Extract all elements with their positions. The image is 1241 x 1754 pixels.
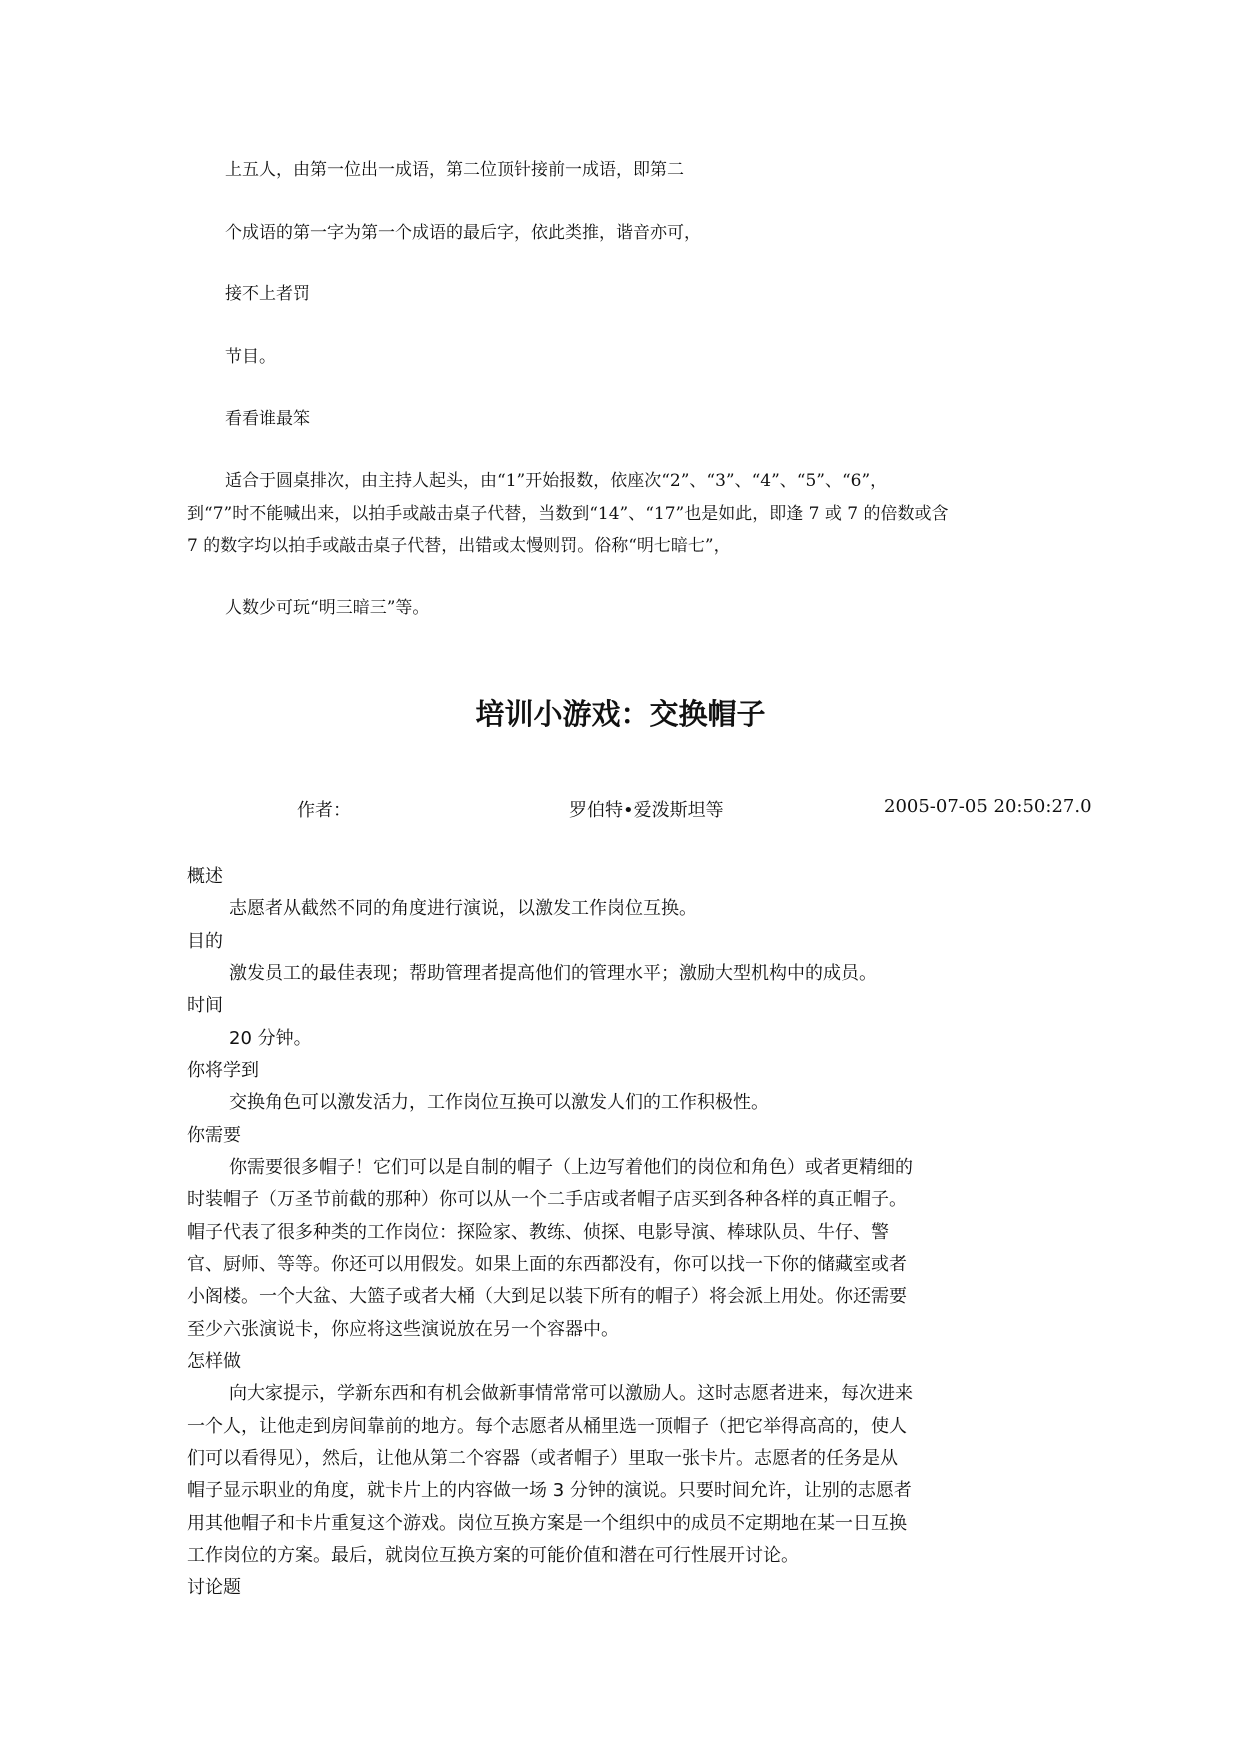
body-line: 交换角色可以激发活力，工作岗位互换可以激发人们的工作积极性。 (229, 1092, 769, 1113)
body-line: 20 分钟。 (229, 1028, 312, 1049)
section-heading-time: 时间 (187, 995, 223, 1016)
body-line: 至少六张演说卡，你应将这些演说放在另一个容器中。 (187, 1319, 619, 1340)
intro-line-2: 个成语的第一字为第一个成语的最后字，依此类推，谐音亦可， (225, 223, 701, 243)
body-line: 小阁楼。一个大盆、大篮子或者大桶（大到足以装下所有的帽子）将会派上用处。你还需要 (187, 1286, 907, 1307)
body-line: 志愿者从截然不同的角度进行演说，以激发工作岗位互换。 (229, 898, 697, 919)
intro-line-1: 上五人，由第一位出一成语，第二位顶针接前一成语，即第二 (225, 160, 684, 180)
body-line: 帽子显示职业的角度，就卡片上的内容做一场 3 分钟的演说。只要时间允许，让别的志愿者 (187, 1480, 912, 1501)
intro-line-9: 人数少可玩“明三暗三”等。 (225, 598, 430, 618)
body-line: 用其他帽子和卡片重复这个游戏。岗位互换方案是一个组织中的成员不定期地在某一日互换 (187, 1513, 907, 1534)
section-heading-overview: 概述 (187, 866, 223, 887)
section-heading-you-will-learn: 你将学到 (187, 1060, 259, 1081)
intro-line-7: 到“7”时不能喊出来，以拍手或敲击桌子代替，当数到“14”、“17”也是如此，即逢 7 或 7 的倍数或含 (187, 504, 949, 524)
body-line: 激发员工的最佳表现；帮助管理者提高他们的管理水平；激励大型机构中的成员。 (229, 963, 877, 984)
author-label: 作者： (297, 800, 351, 821)
intro-line-6: 适合于圆桌排次，由主持人起头，由“1”开始报数，依座次“2”、“3”、“4”、“5”、“6”， (225, 471, 888, 491)
body-line: 帽子代表了很多种类的工作岗位：探险家、教练、侦探、电影导演、棒球队员、牛仔、警 (187, 1222, 889, 1243)
section-heading-discussion: 讨论题 (187, 1577, 241, 1598)
intro-heading-who-is-dumbest: 看看谁最笨 (225, 409, 310, 429)
body-line: 向大家提示，学新东西和有机会做新事情常常可以激励人。这时志愿者进来，每次进来 (229, 1383, 913, 1404)
section-heading-purpose: 目的 (187, 931, 223, 952)
article-title: 培训小游戏：交换帽子 (475, 697, 766, 731)
body-line: 官、厨师、等等。你还可以用假发。如果上面的东西都没有，你可以找一下你的储藏室或者 (187, 1254, 907, 1275)
section-heading-you-need: 你需要 (187, 1125, 241, 1146)
publish-datetime: 2005-07-05 20:50:27.0 (884, 796, 1092, 817)
intro-line-8: 7 的数字均以拍手或敲击桌子代替，出错或太慢则罚。俗称“明七暗七”， (187, 536, 731, 556)
intro-line-4: 节目。 (225, 347, 276, 367)
body-line: 们可以看得见），然后，让他从第二个容器（或者帽子）里取一张卡片。志愿者的任务是从 (187, 1448, 898, 1469)
author-name: 罗伯特•爱泼斯坦等 (569, 800, 724, 821)
body-line: 时装帽子（万圣节前截的那种）你可以从一个二手店或者帽子店买到各种各样的真正帽子。 (187, 1189, 907, 1210)
body-line: 工作岗位的方案。最后，就岗位互换方案的可能价值和潜在可行性展开讨论。 (187, 1545, 799, 1566)
body-line: 你需要很多帽子！它们可以是自制的帽子（上边写着他们的岗位和角色）或者更精细的 (229, 1157, 913, 1178)
section-heading-how-to: 怎样做 (187, 1351, 241, 1372)
body-line: 一个人，让他走到房间靠前的地方。每个志愿者从桶里选一顶帽子（把它举得高高的，使人 (187, 1416, 907, 1437)
intro-line-3: 接不上者罚 (225, 284, 310, 304)
